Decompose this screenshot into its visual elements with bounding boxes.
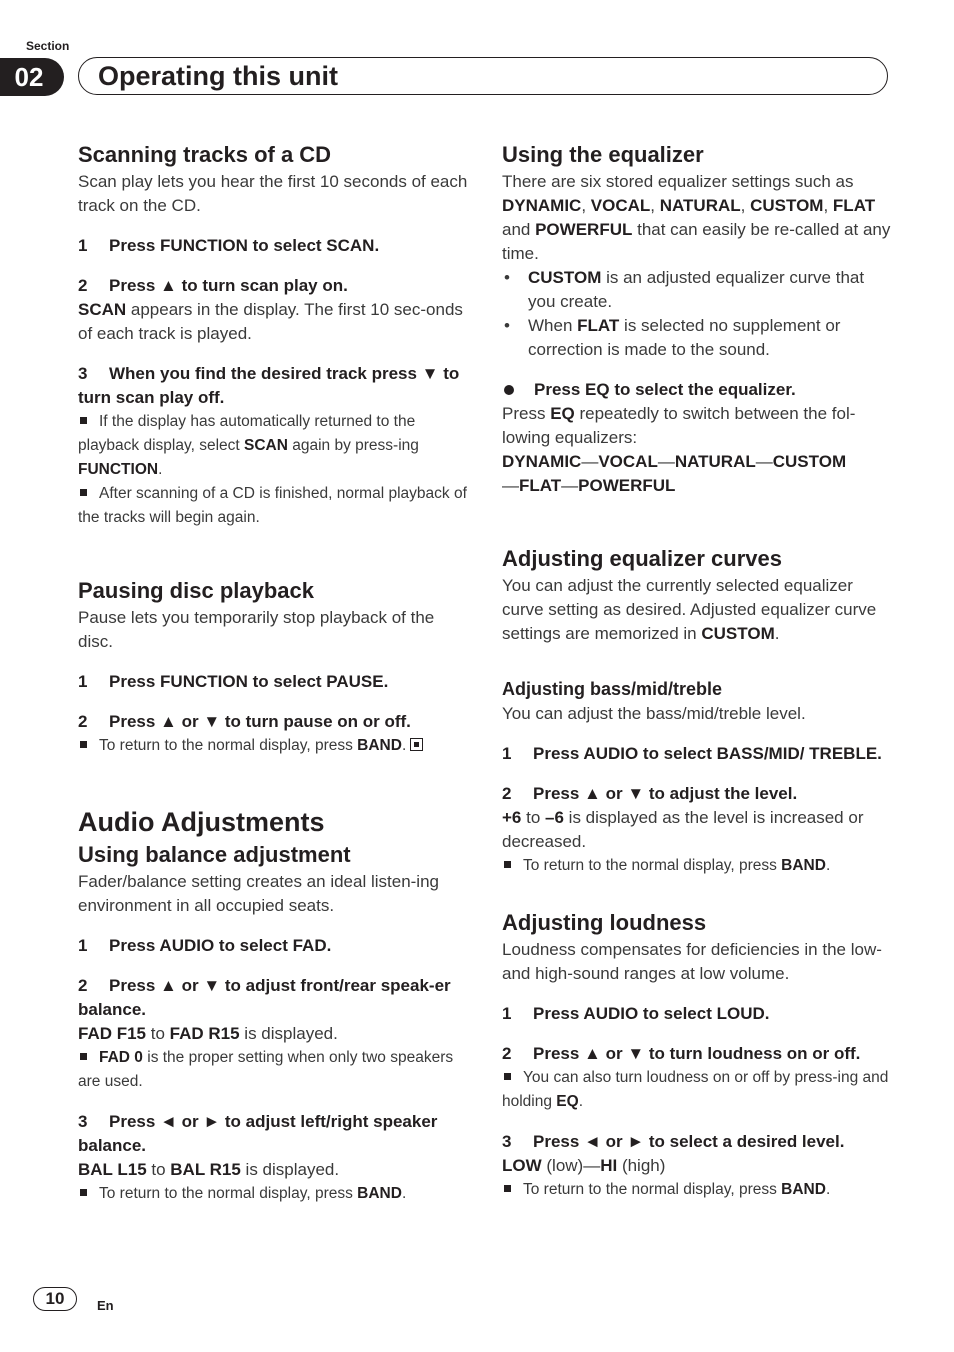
bmt-step-1: 1 Press AUDIO to select BASS/MID/ TREBLE. <box>502 744 882 763</box>
eq-step: Press EQ to select the equalizer. <box>502 378 892 402</box>
note-square-icon <box>504 1185 511 1192</box>
eq-bullet-2: • When FLAT is selected no supplement or correction is made to the sound. <box>502 314 892 362</box>
balance-intro: Fader/balance setting creates an ideal listen-ing environment in all occupied seats. <box>78 872 439 915</box>
page-title: Operating this unit <box>98 61 338 91</box>
loud-step-3-desc: LOW (low)—HI (high) <box>502 1156 666 1175</box>
loud-heading: Adjusting loudness <box>502 910 707 935</box>
scan-step-2-desc: SCAN appears in the display. The first 10 sec-onds of each track is played. <box>78 300 463 343</box>
note-square-icon <box>504 861 511 868</box>
section-label: Section <box>26 39 70 53</box>
loud-intro: Loudness compensates for deficiencies in the low- and high-sound ranges at low volume. <box>502 940 882 983</box>
bmt-step-2: 2 Press ▲ or ▼ to adjust the level. <box>502 784 798 803</box>
balance-step-3-desc: BAL L15 to BAL R15 is displayed. <box>78 1160 340 1179</box>
loud-note-2: To return to the normal display, press BAND. <box>502 1178 892 1202</box>
pause-note-1: To return to the normal display, press BAND. <box>78 734 468 758</box>
balance-step-3: 3 Press ◄ or ► to adjust left/right speaker balance. <box>78 1112 438 1155</box>
eq-intro: There are six stored equalizer settings such as DYNAMIC, VOCAL, NATURAL, CUSTOM, FLAT and POWERFUL that can easily be re-called at any time. <box>502 172 891 263</box>
page-number: 10 <box>33 1287 77 1311</box>
eq-step-desc: Press EQ repeatedly to switch between the fol-lowing equalizers: <box>502 404 856 447</box>
bmt-note-1: To return to the normal display, press BAND. <box>502 854 892 878</box>
audio-heading: Audio Adjustments <box>78 807 325 837</box>
note-square-icon <box>80 741 87 748</box>
end-mark-icon <box>410 738 423 751</box>
eq-heading: Using the equalizer <box>502 142 704 167</box>
note-square-icon <box>80 417 87 424</box>
balance-note-2: To return to the normal display, press BAND. <box>78 1182 468 1206</box>
balance-step-2: 2 Press ▲ or ▼ to adjust front/rear speak-er balance. <box>78 976 451 1019</box>
left-column <box>78 140 468 1206</box>
pause-step-2: 2 Press ▲ or ▼ to turn pause on or off. <box>78 712 411 731</box>
balance-note-1: FAD 0 is the proper setting when only two speakers are used. <box>78 1049 454 1090</box>
scan-step-3: 3 When you find the desired track press ▼ to turn scan play off. <box>78 364 460 407</box>
note-square-icon <box>80 489 87 496</box>
bmt-step-2-desc: +6 to –6 is displayed as the level is increased or decreased. <box>502 808 864 851</box>
note-square-icon <box>80 1189 87 1196</box>
scan-step-2: 2 Press ▲ to turn scan play on. <box>78 276 348 295</box>
curves-heading: Adjusting equalizer curves <box>502 546 782 571</box>
note-square-icon <box>80 1053 87 1060</box>
scan-heading: Scanning tracks of a CD <box>78 142 332 167</box>
loud-step-2: 2 Press ▲ or ▼ to turn loudness on or off. <box>502 1044 861 1063</box>
scan-intro: Scan play lets you hear the first 10 seconds of each track on the CD. <box>78 172 468 215</box>
section-number-badge: 02 <box>0 58 64 96</box>
eq-sequence: DYNAMIC—VOCAL—NATURAL—CUSTOM —FLAT—POWERFUL <box>502 452 847 495</box>
bmt-heading: Adjusting bass/mid/treble <box>502 679 723 699</box>
loud-step-1: 1 Press AUDIO to select LOUD. <box>502 1004 770 1023</box>
balance-step-2-desc: FAD F15 to FAD R15 is displayed. <box>78 1024 338 1043</box>
balance-step-1: 1 Press AUDIO to select FAD. <box>78 936 332 955</box>
loud-note-1: You can also turn loudness on or off by press-ing and holding EQ. <box>502 1069 889 1110</box>
eq-bullet-1: • CUSTOM is an adjusted equalizer curve that you create. <box>502 266 892 314</box>
scan-step-1: 1 Press FUNCTION to select SCAN. <box>78 236 380 255</box>
pause-step-1: 1 Press FUNCTION to select PAUSE. <box>78 672 389 691</box>
balance-heading: Using balance adjustment <box>78 842 351 867</box>
pause-heading: Pausing disc playback <box>78 578 314 603</box>
scan-note-1: If the display has automatically returned to the playback display, select SCAN again by press-ing FUNCTION. <box>78 413 419 478</box>
right-column <box>502 140 892 1202</box>
curves-intro: You can adjust the currently selected equalizer curve setting as desired. Adjusted equalizer curve settings are memorized in CUSTOM. <box>502 576 877 643</box>
note-square-icon <box>504 1073 511 1080</box>
scan-note-2: After scanning of a CD is finished, normal playback of the tracks will begin again. <box>78 485 467 526</box>
bmt-intro: You can adjust the bass/mid/treble level. <box>502 704 806 723</box>
language-label: En <box>97 1298 114 1313</box>
loud-step-3: 3 Press ◄ or ► to select a desired level. <box>502 1132 845 1151</box>
pause-intro: Pause lets you temporarily stop playback of the disc. <box>78 608 435 651</box>
